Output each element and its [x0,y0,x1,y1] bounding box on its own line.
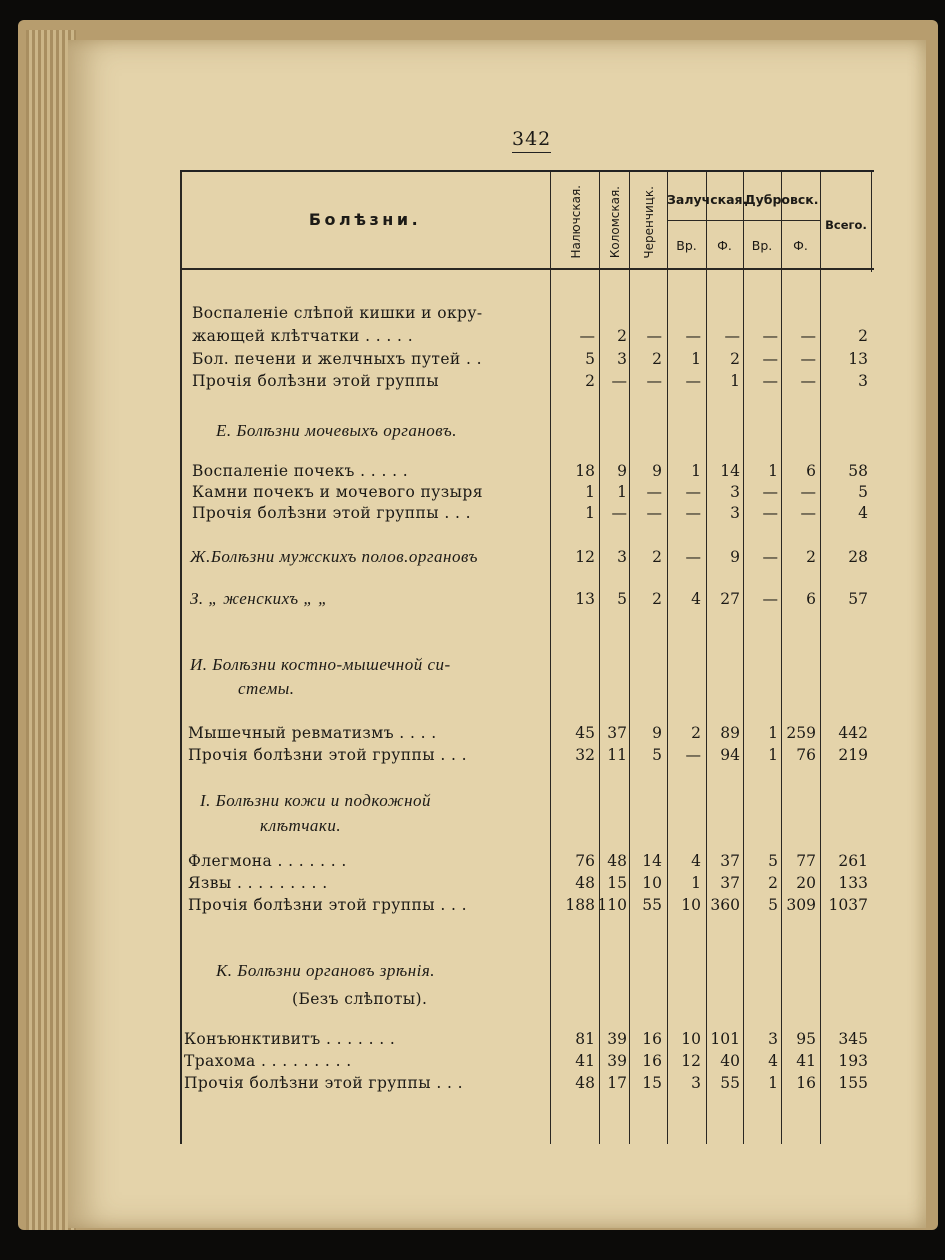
table-cell: — [646,327,662,345]
table-cell: 15 [607,874,627,892]
table-cell: 4 [691,852,701,870]
table-cell: — [800,372,816,390]
table-cell: — [579,327,595,345]
table-cell: 9 [730,548,740,566]
table-cell: 10 [681,896,701,914]
table-cell: 1 [768,1074,778,1092]
table-cell: 3 [858,372,868,390]
table-cell: 13 [575,590,595,608]
table-cell: 15 [642,1074,662,1092]
header-dubrov: Дубровск. [744,192,819,207]
row-label: Флегмона . . . . . . . [188,852,347,870]
table-cell: 2 [652,350,662,368]
table-cell: — [646,372,662,390]
section-heading: стемы. [238,679,295,698]
table-cell: — [724,327,740,345]
table-cell: 259 [786,724,816,742]
table-cell: — [646,504,662,522]
table-cell: 37 [607,724,627,742]
row-label: Бол. печени и желчныхъ путей . . [192,350,482,368]
table-cell: 360 [710,896,740,914]
table-cell: 193 [838,1052,868,1070]
table-cell: 18 [575,462,595,480]
table-cell: — [685,327,701,345]
table-cell: 2 [652,548,662,566]
table-cell: — [762,548,778,566]
table-cell: 5 [768,896,778,914]
table-cell: — [646,483,662,501]
table-cell: 77 [796,852,816,870]
table-cell: 3 [768,1030,778,1048]
table-cell: 10 [681,1030,701,1048]
table-cell: 28 [848,548,868,566]
section-heading: К. Болѣзни органовъ зрѣнія. [216,961,436,980]
table-cell: 219 [838,746,868,764]
table-cell: 39 [607,1052,627,1070]
table-cell: 76 [796,746,816,764]
table-cell: 1 [585,504,595,522]
table-cell: 41 [796,1052,816,1070]
table-cell: 9 [617,462,627,480]
table-cell: 12 [575,548,595,566]
group-header-rule [667,220,820,221]
section-heading: З. „ женскихъ „ „ [190,589,329,608]
table-cell: 57 [848,590,868,608]
header-zaluch-vr: Вр. [676,238,697,253]
table-cell: 1 [730,372,740,390]
table-left-border [180,172,182,1144]
row-label: Воспаленіе почекъ . . . . . [192,462,409,480]
row-label: Воспаленіе слѣпой кишки и окру- [192,304,483,322]
section-heading: И. Болѣзни костно-мышечной си- [190,655,451,674]
table-cell: 2 [858,327,868,345]
column-divider [599,172,600,1144]
table-cell: 55 [642,896,662,914]
table-cell: 1 [617,483,627,501]
table-cell: 261 [838,852,868,870]
table-cell: 188 [565,896,595,914]
table-cell: 3 [617,350,627,368]
table-cell: 3 [730,483,740,501]
column-divider [820,172,821,1144]
row-label: Прочія болѣзни этой группы . . . [188,896,467,914]
table-cell: — [762,483,778,501]
table-cell: — [762,327,778,345]
table-cell: 94 [720,746,740,764]
header-zaluch-f: Ф. [717,238,732,253]
table-cell: 133 [838,874,868,892]
table-cell: — [685,548,701,566]
table-cell: — [762,372,778,390]
table-cell: 1 [768,462,778,480]
table-cell: 76 [575,852,595,870]
table-cell: 41 [575,1052,595,1070]
header-kolomskaya: Коломская. [608,185,622,259]
table-cell: 101 [710,1030,740,1048]
table-cell: — [762,590,778,608]
column-divider [629,172,630,1144]
table-cell: 309 [786,896,816,914]
table-cell: 37 [720,874,740,892]
table-cell: 2 [806,548,816,566]
row-label: Камни почекъ и мочевого пузыря [192,483,483,501]
table-cell: 48 [607,852,627,870]
table-cell: — [762,350,778,368]
table-cell: 4 [691,590,701,608]
header-dubrov-f: Ф. [793,238,808,253]
column-divider [706,172,707,1144]
table-cell: 345 [838,1030,868,1048]
section-heading: клѣтчаки. [260,816,342,835]
table-cell: 9 [652,462,662,480]
table-cell: 13 [848,350,868,368]
header-bottom-rule [180,268,874,270]
section-heading: Ж.Болѣзни мужскихъ полов.органовъ [190,547,478,566]
table-cell: 12 [681,1052,701,1070]
table-cell: 32 [575,746,595,764]
table-cell: 2 [768,874,778,892]
table-cell: — [685,483,701,501]
table-cell: 27 [720,590,740,608]
table-cell: 5 [768,852,778,870]
table-cell: 1 [768,724,778,742]
row-label: жающей клѣтчатки . . . . . [192,327,414,345]
column-divider [743,172,744,1144]
page-number: 342 [512,128,552,150]
table-cell: 48 [575,1074,595,1092]
row-label: Трахома . . . . . . . . . [184,1052,352,1070]
table-cell: 3 [730,504,740,522]
table-cell: 5 [585,350,595,368]
table-cell: 89 [720,724,740,742]
row-label: Прочія болѣзни этой группы . . . [188,746,467,764]
table-cell: 1 [691,874,701,892]
row-label: Прочія болѣзни этой группы . . . [192,504,471,522]
table-cell: — [685,504,701,522]
row-label: (Безъ слѣпоты). [292,990,428,1008]
row-label: Язвы . . . . . . . . . [188,874,328,892]
table-cell: 16 [796,1074,816,1092]
table-cell: 48 [575,874,595,892]
table-cell: 110 [597,896,627,914]
row-label: Конъюнктивитъ . . . . . . . [184,1030,396,1048]
table-cell: 2 [652,590,662,608]
table-cell: 17 [607,1074,627,1092]
table-cell: 11 [607,746,627,764]
table-cell: 4 [858,504,868,522]
table-cell: 1 [585,483,595,501]
table-cell: 6 [806,590,816,608]
table-cell: 16 [642,1052,662,1070]
table-cell: 37 [720,852,740,870]
table-cell: 14 [642,852,662,870]
table-cell: 1 [768,746,778,764]
table-cell: 40 [720,1052,740,1070]
table-cell: 9 [652,724,662,742]
row-label: Прочія болѣзни этой группы . . . [184,1074,463,1092]
table-cell: — [800,327,816,345]
table-cell: 2 [730,350,740,368]
section-heading: І. Болѣзни кожи и подкожной [200,791,432,810]
column-divider [550,172,551,1144]
table-cell: — [685,372,701,390]
table-cell: 20 [796,874,816,892]
table-cell: — [611,504,627,522]
table-cell: 2 [691,724,701,742]
table-cell: 1 [691,350,701,368]
table-cell: 1 [691,462,701,480]
table-cell: 2 [585,372,595,390]
column-divider [667,172,668,1144]
header-dubrov-vr: Вр. [751,238,773,253]
statistics-table [180,170,874,1144]
table-cell: 58 [848,462,868,480]
table-cell: 155 [838,1074,868,1092]
table-cell: 1037 [828,896,868,914]
table-cell: — [762,504,778,522]
header-cherench: Черенчицк. [642,185,656,259]
header-zaluch: Залучская. [667,192,748,207]
table-cell: 95 [796,1030,816,1048]
table-cell: — [800,504,816,522]
column-divider [781,172,782,1144]
table-cell: 16 [642,1030,662,1048]
table-cell: 442 [838,724,868,742]
header-nalucha: Налючская. [569,185,583,259]
table-cell: 81 [575,1030,595,1048]
table-cell: — [800,483,816,501]
table-cell: 55 [720,1074,740,1092]
row-label: Мышечный ревматизмъ . . . . [188,724,437,742]
table-cell: 3 [617,548,627,566]
table-cell: 10 [642,874,662,892]
table-cell: 2 [617,327,627,345]
table-cell: 5 [617,590,627,608]
table-cell: 5 [858,483,868,501]
header-total: Всего. [825,218,867,232]
diseases-column-header: Болѣзни. [308,210,422,229]
section-heading: Е. Болѣзни мочевыхъ органовъ. [216,421,458,440]
table-cell: 39 [607,1030,627,1048]
table-cell: 6 [806,462,816,480]
table-cell: 4 [768,1052,778,1070]
table-cell: — [611,372,627,390]
row-label: Прочія болѣзни этой группы [192,372,439,390]
table-cell: 5 [652,746,662,764]
table-cell: 3 [691,1074,701,1092]
table-cell: 45 [575,724,595,742]
table-cell: — [800,350,816,368]
table-cell: — [685,746,701,764]
table-cell: 14 [720,462,740,480]
